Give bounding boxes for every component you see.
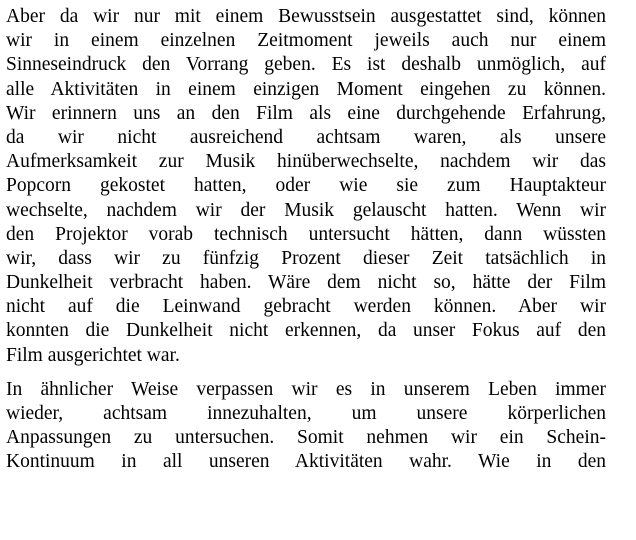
text-line: alle Aktivitäten in einem einzigen Moment eingehen zu können. <box>6 78 606 100</box>
text-line: wechselte, nachdem wir der Musik gelauscht hatten. Wenn wir <box>6 199 606 221</box>
text-line: Anpassungen zu untersuchen. Somit nehmen wir ein Schein- <box>6 427 606 449</box>
text-line: konnten die Dunkelheit nicht erkennen, da unser Fokus auf den <box>6 320 606 342</box>
text-line: In ähnlicher Weise verpassen wir es in unserem Leben immer <box>6 378 606 400</box>
text-line: Aber da wir nur mit einem Bewusstsein ausgestattet sind, können <box>6 6 606 27</box>
text-line: Wir erinnern uns an den Film als eine durchgehende Erfahrung, <box>6 102 606 124</box>
text-line: Aufmerksamkeit zur Musik hinüberwechselte, nachdem wir das <box>6 151 606 173</box>
text-line: da wir nicht ausreichend achtsam waren, als unsere <box>6 126 606 148</box>
text-line: den Projektor vorab technisch untersucht hätten, dann wüssten <box>6 223 606 245</box>
text-line: wir in einem einzelnen Zeitmoment jeweils auch nur einem <box>6 30 606 52</box>
text-line: Kontinuum in all unseren Aktivitäten wahr. Wie in den <box>6 451 606 473</box>
text-line: Popcorn gekostet hatten, oder wie sie zum Hauptakteur <box>6 175 606 197</box>
text-line: Film ausgerichtet war. <box>6 344 180 366</box>
text-line: Dunkelheit verbracht haben. Wäre dem nicht so, hätte der Film <box>6 272 606 294</box>
paragraph-2 <box>6 378 606 475</box>
document-page <box>6 5 606 475</box>
paragraph-1 <box>6 5 606 368</box>
text-line: Sinneseindruck den Vorrang geben. Es ist deshalb unmöglich, auf <box>6 54 606 76</box>
text-line: wieder, achtsam innezuhalten, um unsere körperlichen <box>6 403 606 424</box>
text-line: wir, dass wir zu fünfzig Prozent dieser Zeit tatsächlich in <box>6 247 606 269</box>
text-line: nicht auf die Leinwand gebracht werden können. Aber wir <box>6 296 606 318</box>
